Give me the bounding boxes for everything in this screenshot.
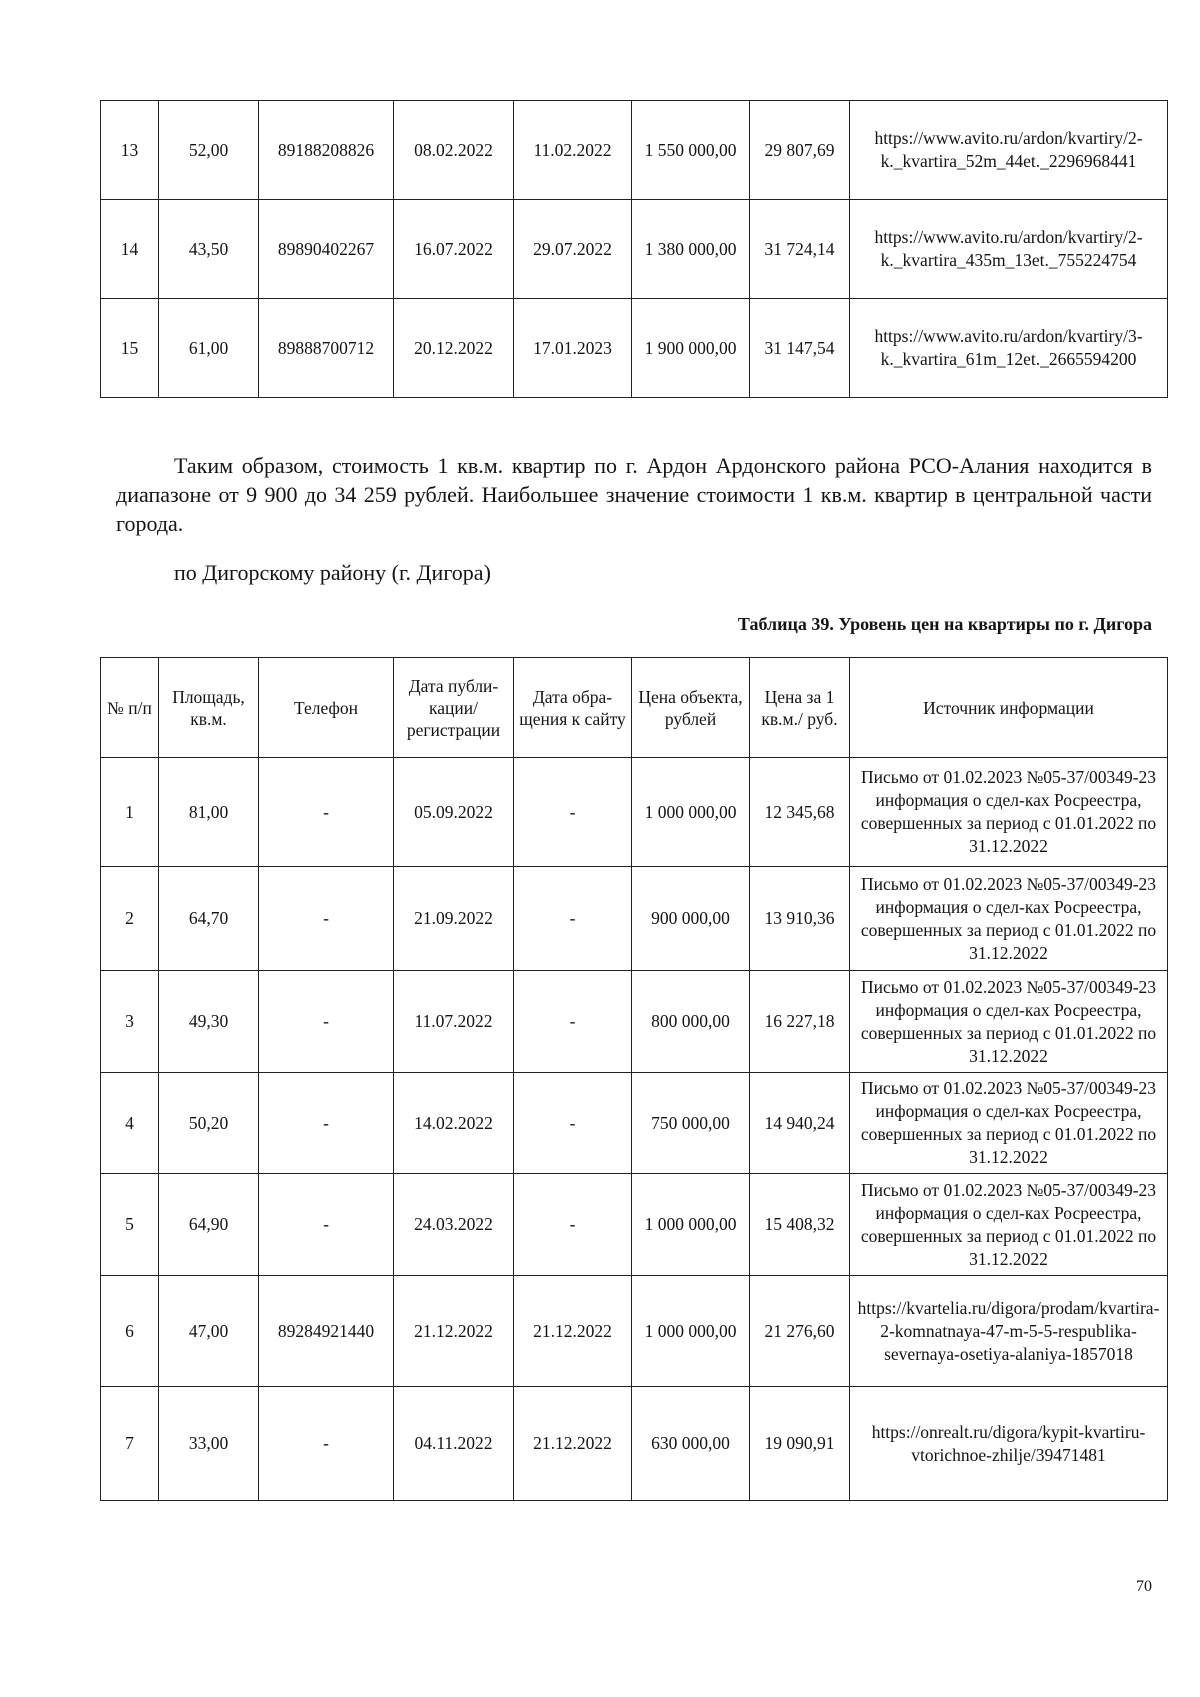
cell-phone: -: [259, 758, 394, 867]
cell-visit-date: -: [514, 1174, 632, 1276]
table-row: [101, 1073, 1168, 1174]
cell-pub-date: 04.11.2022: [394, 1387, 514, 1501]
header-n: № п/п: [101, 658, 159, 758]
table-row: [101, 299, 1168, 398]
cell-n: 13: [101, 101, 159, 200]
cell-area: 47,00: [159, 1276, 259, 1387]
cell-phone: -: [259, 1387, 394, 1501]
cell-visit-date: -: [514, 867, 632, 971]
cell-visit-date: 21.12.2022: [514, 1387, 632, 1501]
cell-source: https://www.avito.ru/ardon/kvartiry/3-k._kvartira_61m_12et._2665594200: [850, 299, 1168, 398]
cell-n: 6: [101, 1276, 159, 1387]
cell-phone: -: [259, 867, 394, 971]
cell-n: 1: [101, 758, 159, 867]
cell-source: Письмо от 01.02.2023 №05-37/00349-23 информация о сдел-ках Росреестра, совершенных за период с 01.01.2022 по 31.12.2022: [850, 971, 1168, 1073]
cell-area: 52,00: [159, 101, 259, 200]
cell-visit-date: 29.07.2022: [514, 200, 632, 299]
table-ardon-continued: [100, 100, 1168, 398]
header-area: Площадь, кв.м.: [159, 658, 259, 758]
cell-price-per-m2: 31 724,14: [750, 200, 850, 299]
cell-source: https://www.avito.ru/ardon/kvartiry/2-k._kvartira_435m_13et._755224754: [850, 200, 1168, 299]
header-price-per-m2: Цена за 1 кв.м./ руб.: [750, 658, 850, 758]
cell-n: 3: [101, 971, 159, 1073]
table-row: [101, 1276, 1168, 1387]
table-row: [101, 758, 1168, 867]
cell-visit-date: -: [514, 971, 632, 1073]
cell-price-per-m2: 19 090,91: [750, 1387, 850, 1501]
cell-phone: -: [259, 971, 394, 1073]
table-row: [101, 1387, 1168, 1501]
header-price: Цена объекта, рублей: [632, 658, 750, 758]
cell-phone: 89888700712: [259, 299, 394, 398]
cell-source: Письмо от 01.02.2023 №05-37/00349-23 информация о сдел-ках Росреестра, совершенных за период с 01.01.2022 по 31.12.2022: [850, 1174, 1168, 1276]
cell-pub-date: 24.03.2022: [394, 1174, 514, 1276]
header-pub-date: Дата публи-кации/ регистрации: [394, 658, 514, 758]
table-caption: Таблица 39. Уровень цен на квартиры по г. Дигора: [737, 614, 1152, 634]
cell-source: Письмо от 01.02.2023 №05-37/00349-23 информация о сдел-ках Росреестра, совершенных за период с 01.01.2022 по 31.12.2022: [850, 758, 1168, 867]
cell-phone: 89284921440: [259, 1276, 394, 1387]
cell-price-per-m2: 15 408,32: [750, 1174, 850, 1276]
cell-area: 61,00: [159, 299, 259, 398]
cell-source: https://kvartelia.ru/digora/prodam/kvartira-2-komnatnaya-47-m-5-5-respublika-severnaya-osetiya-alaniya-1857018: [850, 1276, 1168, 1387]
cell-area: 64,90: [159, 1174, 259, 1276]
cell-visit-date: -: [514, 758, 632, 867]
cell-visit-date: -: [514, 1073, 632, 1174]
cell-price: 750 000,00: [632, 1073, 750, 1174]
cell-source: Письмо от 01.02.2023 №05-37/00349-23 информация о сдел-ках Росреестра, совершенных за период с 01.01.2022 по 31.12.2022: [850, 867, 1168, 971]
table-header-row: [101, 658, 1168, 758]
cell-pub-date: 08.02.2022: [394, 101, 514, 200]
header-visit-date: Дата обра-щения к сайту: [514, 658, 632, 758]
table-row: [101, 971, 1168, 1073]
cell-area: 50,20: [159, 1073, 259, 1174]
cell-price-per-m2: 21 276,60: [750, 1276, 850, 1387]
cell-source: Письмо от 01.02.2023 №05-37/00349-23 информация о сдел-ках Росреестра, совершенных за период с 01.01.2022 по 31.12.2022: [850, 1073, 1168, 1174]
cell-price: 1 380 000,00: [632, 200, 750, 299]
cell-n: 7: [101, 1387, 159, 1501]
cell-area: 33,00: [159, 1387, 259, 1501]
cell-phone: -: [259, 1073, 394, 1174]
cell-area: 49,30: [159, 971, 259, 1073]
table-row: [101, 101, 1168, 200]
cell-pub-date: 05.09.2022: [394, 758, 514, 867]
cell-price: 630 000,00: [632, 1387, 750, 1501]
cell-source: https://onrealt.ru/digora/kypit-kvartiru-vtorichnoe-zhilje/39471481: [850, 1387, 1168, 1501]
cell-n: 15: [101, 299, 159, 398]
cell-phone: 89890402267: [259, 200, 394, 299]
section-heading-digora: по Дигорскому району (г. Дигора): [174, 560, 491, 585]
cell-n: 2: [101, 867, 159, 971]
cell-visit-date: 21.12.2022: [514, 1276, 632, 1387]
cell-area: 64,70: [159, 867, 259, 971]
cell-area: 43,50: [159, 200, 259, 299]
cell-phone: -: [259, 1174, 394, 1276]
cell-n: 14: [101, 200, 159, 299]
page-number: 70: [1136, 1578, 1152, 1595]
cell-price: 900 000,00: [632, 867, 750, 971]
cell-n: 5: [101, 1174, 159, 1276]
cell-pub-date: 21.12.2022: [394, 1276, 514, 1387]
table-row: [101, 1174, 1168, 1276]
cell-price-per-m2: 13 910,36: [750, 867, 850, 971]
header-source: Источник информации: [850, 658, 1168, 758]
cell-pub-date: 21.09.2022: [394, 867, 514, 971]
cell-price: 800 000,00: [632, 971, 750, 1073]
cell-visit-date: 11.02.2022: [514, 101, 632, 200]
table-row: [101, 867, 1168, 971]
cell-source: https://www.avito.ru/ardon/kvartiry/2-k._kvartira_52m_44et._2296968441: [850, 101, 1168, 200]
cell-n: 4: [101, 1073, 159, 1174]
cell-price: 1 000 000,00: [632, 1276, 750, 1387]
cell-price-per-m2: 16 227,18: [750, 971, 850, 1073]
cell-area: 81,00: [159, 758, 259, 867]
cell-price-per-m2: 29 807,69: [750, 101, 850, 200]
cell-price-per-m2: 14 940,24: [750, 1073, 850, 1174]
cell-price-per-m2: 12 345,68: [750, 758, 850, 867]
table-digora-prices: [100, 657, 1168, 1501]
cell-pub-date: 14.02.2022: [394, 1073, 514, 1174]
cell-price: 1 000 000,00: [632, 1174, 750, 1276]
cell-pub-date: 11.07.2022: [394, 971, 514, 1073]
cell-pub-date: 20.12.2022: [394, 299, 514, 398]
summary-paragraph: Таким образом, стоимость 1 кв.м. квартир по г. Ардон Ардонского района РСО-Алания находится в диапазоне от 9 900 до 34 259 рублей. Наибольшее значение стоимости 1 кв.м. квартир в центральной части города.: [116, 453, 1152, 536]
header-phone: Телефон: [259, 658, 394, 758]
cell-price-per-m2: 31 147,54: [750, 299, 850, 398]
cell-price: 1 000 000,00: [632, 758, 750, 867]
cell-phone: 89188208826: [259, 101, 394, 200]
cell-pub-date: 16.07.2022: [394, 200, 514, 299]
cell-visit-date: 17.01.2023: [514, 299, 632, 398]
table-row: [101, 200, 1168, 299]
cell-price: 1 900 000,00: [632, 299, 750, 398]
cell-price: 1 550 000,00: [632, 101, 750, 200]
